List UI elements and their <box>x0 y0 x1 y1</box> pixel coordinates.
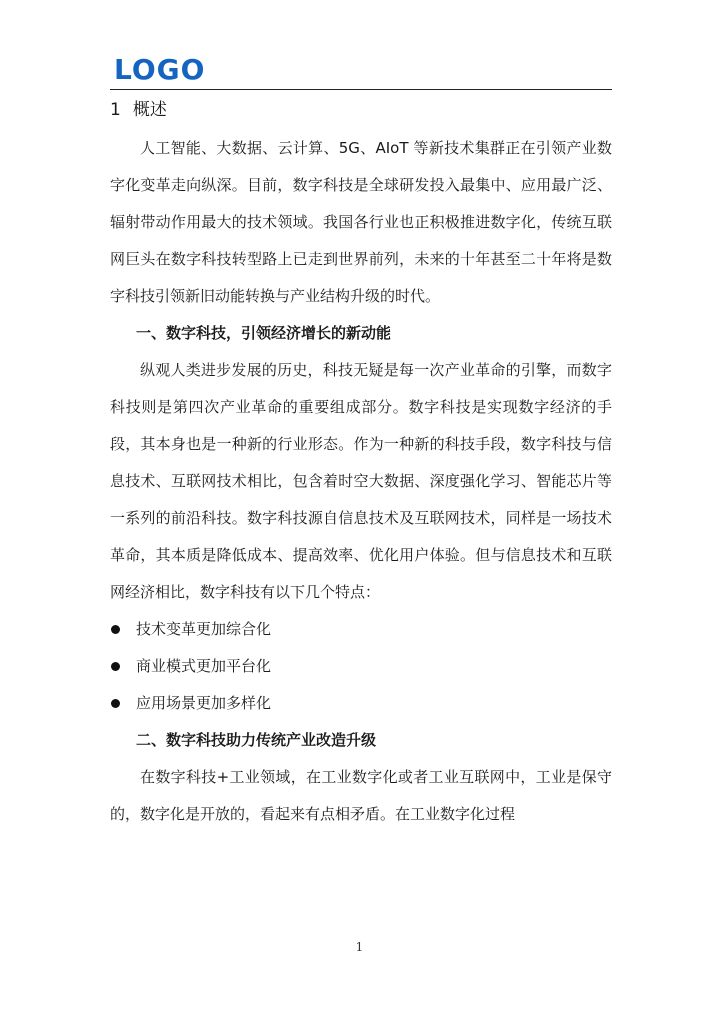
chapter-heading <box>110 98 167 122</box>
list-item-text: 商业模式更加平台化 <box>136 657 272 675</box>
section-heading-2: 二、数字科技助力传统产业改造升级 <box>136 731 377 749</box>
chapter-number: 1 <box>110 100 121 120</box>
list-item <box>110 685 612 722</box>
list-item <box>110 648 612 685</box>
list-item <box>110 611 612 648</box>
list-item-text: 应用场景更加多样化 <box>136 694 272 712</box>
chapter-title: 概述 <box>132 100 167 120</box>
section-heading-1: 一、数字科技，引领经济增长的新动能 <box>136 324 392 342</box>
page-number: 1 <box>355 940 364 954</box>
section1-paragraph: 纵观人类进步发展的历史，科技无疑是每一次产业革命的引擎，而数字科技则是第四次产业革命的重要组成部分。数字科技是实现数字经济的手段，其本身也是一种新的行业形态。作为一种新的科技手段，数字科技与信息技术、互联网技术相比，包含着时空大数据、深度强化学习、智能芯片等一系列的前沿科技。数字科技源自信息技术及互联网技术，同样是一场技术革命，其本质是降低成本、提高效率、优化用户体验。但与信息技术和互联网经济相比，数字科技有以下几个特点： <box>110 361 612 601</box>
header-divider <box>110 89 612 90</box>
bullet-icon <box>111 662 120 671</box>
intro-paragraph: 人工智能、大数据、云计算、5G、AIoT 等新技术集群正在引领产业数字化变革走向纵深。目前，数字科技是全球研发投入最集中、应用最广泛、辐射带动作用最大的技术领域。我国各行业也正积极推进数字化，传统互联网巨头在数字科技转型路上已走到世界前列，未来的十年甚至二十年将是数字科技引领新旧动能转换与产业结构升级的时代。 <box>110 139 612 305</box>
bullet-icon <box>111 625 120 634</box>
logo: LOGO <box>114 53 206 86</box>
document-body <box>110 130 612 833</box>
bullet-icon <box>111 699 120 708</box>
list-item-text: 技术变革更加综合化 <box>136 620 272 638</box>
section2-paragraph: 在数字科技+工业领域，在工业数字化或者工业互联网中，工业是保守的，数字化是开放的，看起来有点相矛盾。在工业数字化过程 <box>110 768 612 823</box>
feature-list <box>110 611 612 722</box>
